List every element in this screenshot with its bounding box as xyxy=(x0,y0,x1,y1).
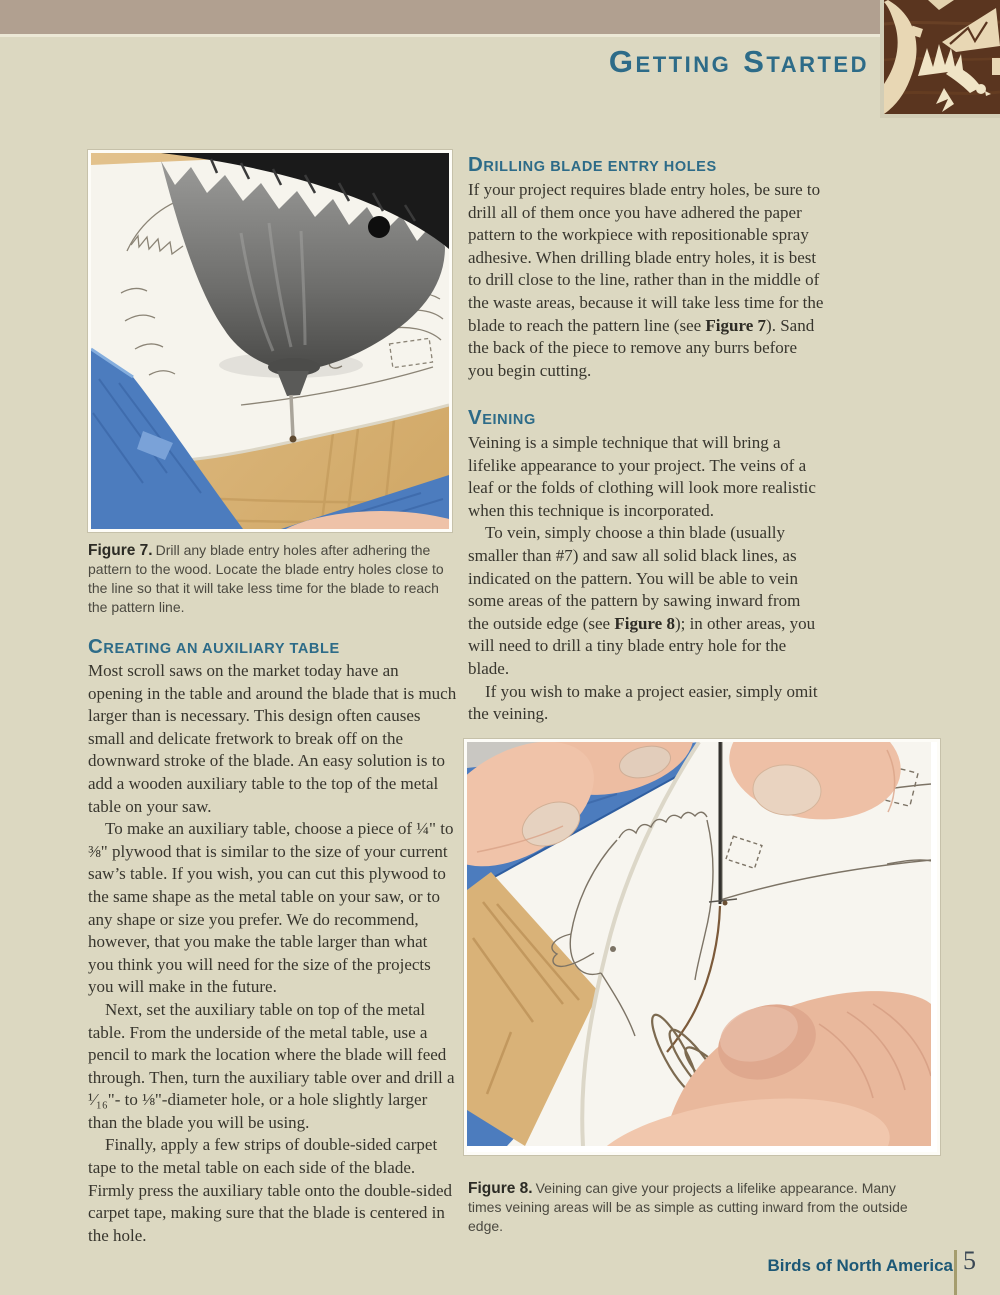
body-paragraph: Veining is a simple technique that will bring a lifelike appearance to your project. The veins of a leaf or the folds of clothing will look more realistic when this technique is incorporated. xyxy=(468,433,816,520)
footer-divider xyxy=(954,1250,957,1295)
drilling-body xyxy=(468,179,825,382)
section-heading-veining: VEINING xyxy=(468,406,536,429)
body-paragraph: If you wish to make a project easier, simply omit the veining. xyxy=(468,681,818,724)
section-heading-auxiliary-table: CREATING AN AUXILIARY TABLE xyxy=(88,635,340,658)
figure7-photo xyxy=(88,150,452,532)
auxiliary-table-body xyxy=(88,660,457,1247)
figure8-caption-lead: Figure 8. xyxy=(468,1180,533,1197)
page-number: 5 xyxy=(963,1246,976,1275)
drill-bit xyxy=(291,395,293,437)
figure7-illustration xyxy=(91,153,449,529)
figure8-caption-text: Veining can give your projects a lifelike appearance. Many times veining areas will be as simple as cutting inward from the outside edge. xyxy=(468,1180,908,1234)
figure7-caption xyxy=(88,541,454,617)
bird-cutouts-illustration xyxy=(884,0,1000,114)
body-paragraph: To vein, simply choose a thin blade (usually smaller than #7) and saw all solid black lines, as indicated on the pattern. You will be able to vein some areas of the pattern by sawing inward from the outside edge (see Figure 8); in other areas, you will need to drill a tiny blade entry hole for the blade. xyxy=(468,523,816,678)
header-photo xyxy=(880,0,1000,118)
body-paragraph: To make an auxiliary table, choose a piece of ¼" to ⅜" plywood that is similar to the size of your current saw’s table. If you wish, you can cut this plywood to the same shape as the metal table on your saw, or to any shape or size you prefer. We do recommend, however, that you make the table larger than what you think you will need for the size of the projects you will make in the future. xyxy=(88,819,454,997)
body-paragraph: Finally, apply a few strips of double-sided carpet tape to the metal table on each side of the blade. Firmly press the auxiliary table onto the double-sided carpet tape, making sure that the blade is centered in the hole. xyxy=(88,1135,453,1245)
figure7-caption-text: Drill any blade entry holes after adhering the pattern to the wood. Locate the blade entry holes close to the line so that it will take less time for the blade to reach the pattern line. xyxy=(88,542,444,615)
chapter-title-word: STARTED xyxy=(743,44,869,79)
footer-book-title: Birds of North America xyxy=(767,1256,953,1275)
body-paragraph: Most scroll saws on the market today have an opening in the table and around the blade that is much larger than is necessary. This design often causes small and delicate fretwork to break off on the downward stroke of the blade. An easy solution is to add a wooden auxiliary table to the top of the metal table on your saw. xyxy=(88,661,457,816)
chapter-header-bar xyxy=(0,0,881,37)
chapter-title-word: GETTING xyxy=(608,44,732,79)
figure7-caption-lead: Figure 7. xyxy=(88,542,153,559)
chuck-key-hole xyxy=(368,216,390,238)
figure8-photo xyxy=(464,739,940,1155)
figure8-illustration xyxy=(467,742,931,1146)
section-heading-drilling: DRILLING BLADE ENTRY HOLES xyxy=(468,153,717,176)
chapter-title xyxy=(609,44,869,80)
body-paragraph: Next, set the auxiliary table on top of the metal table. From the underside of the metal table, use a pencil to mark the location where the blade will feed through. Then, turn the auxiliary table over and drill a ¹⁄₁₆"- to ⅛"-diameter hole, or a hole slightly larger than the blade you will be using. xyxy=(88,999,455,1132)
figure8-caption xyxy=(468,1179,920,1236)
veining-body xyxy=(468,432,825,726)
body-paragraph: If your project requires blade entry holes, be sure to drill all of them once you have adhered the paper pattern to the workpiece with repositionable spray adhesive. When drilling blade entry holes, it is best to drill close to the line, rather than in the middle of the waste areas, because it will take less time for the blade to reach the pattern line (see Figure 7). Sand the back of the piece to remove any burrs before you begin cutting. xyxy=(468,180,824,380)
